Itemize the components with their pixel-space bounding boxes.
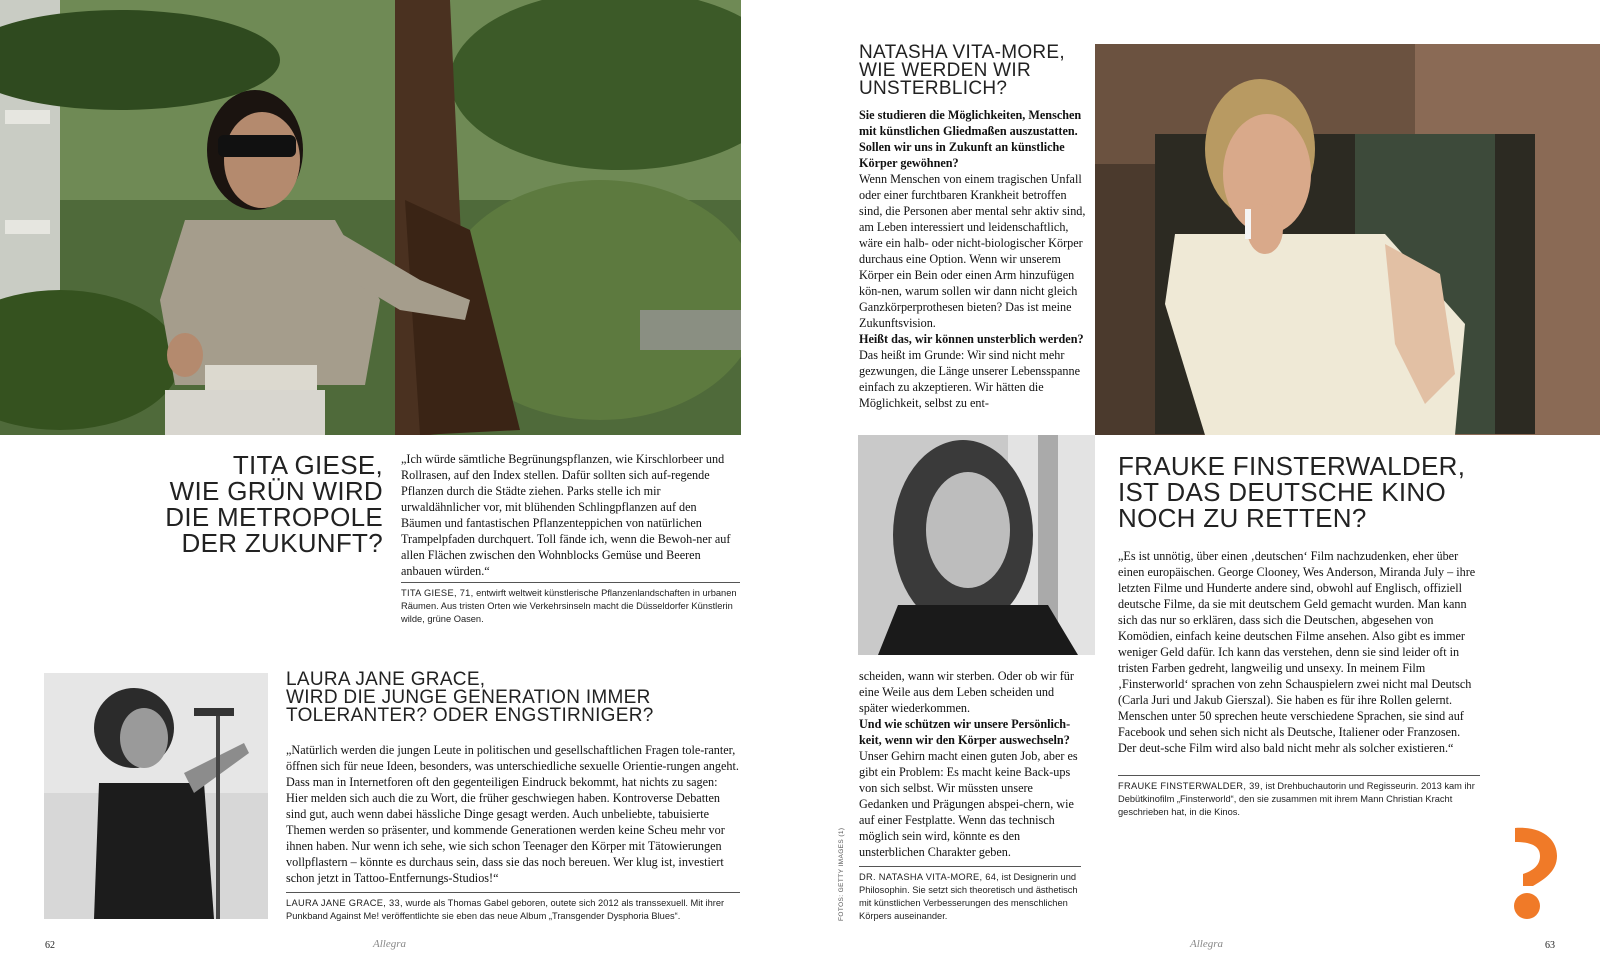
- natasha-headline-line-2: WIE WERDEN WIR: [859, 60, 1032, 81]
- laura-headline-line-2: WIRD DIE JUNGE GENERATION IMMER: [286, 687, 651, 708]
- tita-caption-text: entwirft weltweit künstlerische Pflanzenlandschaften in urbanen Räumen. Aus tristen Orten wie Verkehrsinseln macht die Düsseldorfer Künstlerin wilde, grüne Oasen.: [401, 588, 737, 624]
- frauke-finsterwalder-photo: [1095, 44, 1600, 435]
- natasha-headline-line-1: NATASHA VITA-MORE,: [859, 42, 1065, 63]
- tita-quote: „Ich würde sämtliche Begrünungspflanzen, wie Kirschlorbeer und Rollrasen, auf den Index stellen. Dafür sollten sich auf-regende Pflanzen durch die Städte ziehen. Parks stelle ich mir urwaldähnlicher vor, mit blühenden Schlingpflanzen auf den Bäumen und fantastischen Pflanzenteppichen von natürlichen Trampelpfaden durchquert. Toll fände ich, wenn die Bewoh-ner auf allen Flächen zwischen den Wohnblocks Gemüse und Beeren anbauen würden.“: [401, 452, 731, 578]
- natasha-question-1: Sie studieren die Möglichkeiten, Menschen mit künstlichen Gliedmaßen auszustatten. Sollen wir uns in Zukunft an künstliche Körper gewöhnen?: [859, 108, 1082, 170]
- laura-caption: [286, 892, 740, 923]
- tita-giese-photo: [0, 0, 741, 435]
- natasha-answer-3: Unser Gehirn macht einen guten Job, aber es gibt ein Problem: Es macht keine Back-ups von sich selbst. Wir müssten unsere Gedanken und Prägungen abspei-chern, wie auf einer Festplatte. Wenn das technisch möglich sein wird, könnte es den unsterblichen Charakter geben.: [859, 749, 1078, 859]
- natasha-interview-part-2: [859, 668, 1081, 860]
- frauke-caption-name: FRAUKE FINSTERWALDER, 39,: [1118, 781, 1263, 791]
- natasha-vita-more-photo: [858, 435, 1095, 655]
- question-mark-hook: [1515, 828, 1557, 886]
- laura-caption-name: LAURA JANE GRACE, 33,: [286, 898, 403, 908]
- frauke-headline-line-1: FRAUKE FINSTERWALDER,: [1118, 451, 1466, 481]
- laura-jane-grace-photo: [44, 673, 268, 919]
- magazine-logo-right: Allegra: [1190, 938, 1223, 950]
- natasha-question-2: Heißt das, wir können unsterblich werden?: [859, 332, 1084, 346]
- natasha-headline-line-3: UNSTERBLICH?: [859, 78, 1008, 99]
- frauke-headline-line-3: NOCH ZU RETTEN?: [1118, 503, 1367, 533]
- tita-caption: [401, 582, 740, 626]
- natasha-interview-part-1: [859, 107, 1087, 411]
- frauke-headline-line-2: IST DAS DEUTSCHE KINO: [1118, 477, 1446, 507]
- page-number-left: 62: [45, 940, 55, 951]
- page-number-right: 63: [1545, 940, 1555, 951]
- photo-credit: FOTOS: GETTY IMAGES (1): [838, 827, 845, 921]
- frauke-headline: [1118, 453, 1518, 531]
- laura-caption-text: wurde als Thomas Gabel geboren, outete sich 2012 als transsexuell. Mit ihrer Punkband Against Me! veröffentlichte sie eben das neue Album „Transgender Dysphoria Blues“.: [286, 898, 725, 921]
- question-mark-icon: [1513, 826, 1559, 920]
- natasha-caption-name: DR. NATASHA VITA-MORE, 64,: [859, 872, 1000, 882]
- magazine-logo-left: Allegra: [373, 938, 406, 950]
- frauke-caption-text: ist Drehbuchautorin und Regisseurin. 2013 kam ihr Debütkinofilm „Finsterworld“, den sie zusammen mit ihrem Mann Christian Kracht geschrieben hat, in die Kinos.: [1118, 781, 1475, 817]
- tita-caption-name: TITA GIESE, 71,: [401, 588, 474, 598]
- natasha-headline: [859, 44, 1089, 98]
- frauke-caption: [1118, 775, 1480, 819]
- natasha-caption-text: ist Designerin und Philosophin. Sie setzt sich theoretisch und ästhetisch mit künstlichen Verbesserungen des menschlichen Körpers auseinander.: [859, 872, 1078, 921]
- tita-headline-line-3: DIE METROPOLE: [165, 502, 383, 532]
- laura-quote: „Natürlich werden die jungen Leute in politischen und gesellschaftlichen Fragen tole-ranter, öffnen sich für neue Ideen, besonders, was unterschiedliche sexuelle Orientie-rungen angeht. Dass man in Internetforen oft den gegenteiligen Eindruck bekommt, hat nichts zu sagen: Hier melden sich auch die zu Wort, die früher geschwiegen haben. Kontroverse Debatten sind gut, auch wenn dabei hässliche Dinge gesagt werden. Auch unbeliebte, tabuisierte Themen werden so präsenter, und kommende Generationen werden keine Scheu mehr vor ihnen haben. Nur wenn ich sehe, wie sich schon Teenager den Körper mit Tätowierungen vollpflastern – könnte es durchaus sein, dass sie das noch bereuen. Wer klug ist, investiert schon jetzt in Tattoo-Entfernungs-Studios!“: [286, 743, 739, 885]
- natasha-answer-2b: scheiden, wann wir sterben. Oder ob wir für eine Weile aus dem Leben scheiden und später wiederkommen.: [859, 669, 1074, 715]
- tita-headline: [110, 452, 383, 556]
- frauke-quote: „Es ist unnötig, über einen ‚deutschen‘ Film nachzudenken, eher über einen europäischen. George Clooney, Wes Anderson, Miranda July – ihre letzten Filme und Hunderte andere sind, obwohl auf Englisch, offiziell deutsche Filme, da sie mit deutschem Geld gemacht wurden. Man kann sich das nur so erklären, dass sich die Deutschen, abgesehen von Komödien, einfach keine deutschen Filme ansehen. Also gibt es immer weniger Geld dafür. Ich kann das verstehen, denn sie sind leider oft in tristen Farben gedreht, langweilig und unsexy. In meinem Film ‚Finsterworld‘ sprachen von zehn Schauspielern zwei nicht mal Deutsch (Carla Juri und Jakub Gierszal). Sie haben es für ihre Rollen gelernt. Menschen unter 50 sprechen heute verschiedene Sprachen, sie sind auf Facebook und sehen sich nicht als Deutsche, Italiener oder Franzosen. Der deut-sche Film wird also bald nicht mehr als solcher existieren.“: [1118, 549, 1476, 755]
- laura-headline: [286, 671, 716, 725]
- natasha-answer-2a: Das heißt im Grunde: Wir sind nicht mehr gezwungen, die Länge unserer Lebensspanne einfach zu akzeptieren. Wir hätten die Möglichkeit, selbst zu ent-: [859, 348, 1080, 410]
- natasha-caption: [859, 866, 1081, 923]
- natasha-answer-1: Wenn Menschen von einem tragischen Unfall oder einer furchtbaren Krankheit betroffen sind, die Personen aber mental sehr aktiv sind, am Leben interessiert und leidenschaftlich, wäre ein halb- oder nicht-biologischer Körper durchaus eine Option. Wenn wir unserem Körper ein Bein oder einen Arm hinzufügen kön-nen, warum sollen wir dann nicht gleich Ganzkörperprothesen bieten? Das ist meine Zukunftsvision.: [859, 172, 1086, 330]
- laura-headline-line-1: LAURA JANE GRACE,: [286, 669, 486, 690]
- natasha-question-3: Und wie schützen wir unsere Persönlich-keit, wenn wir den Körper auswechseln?: [859, 717, 1071, 747]
- tita-headline-line-4: DER ZUKUNFT?: [181, 528, 383, 558]
- question-mark-dot: [1514, 893, 1540, 919]
- tita-headline-line-1: TITA GIESE,: [232, 450, 383, 480]
- laura-headline-line-3: TOLERANTER? ODER ENGSTIRNIGER?: [286, 705, 654, 726]
- tita-headline-line-2: WIE GRÜN WIRD: [169, 476, 383, 506]
